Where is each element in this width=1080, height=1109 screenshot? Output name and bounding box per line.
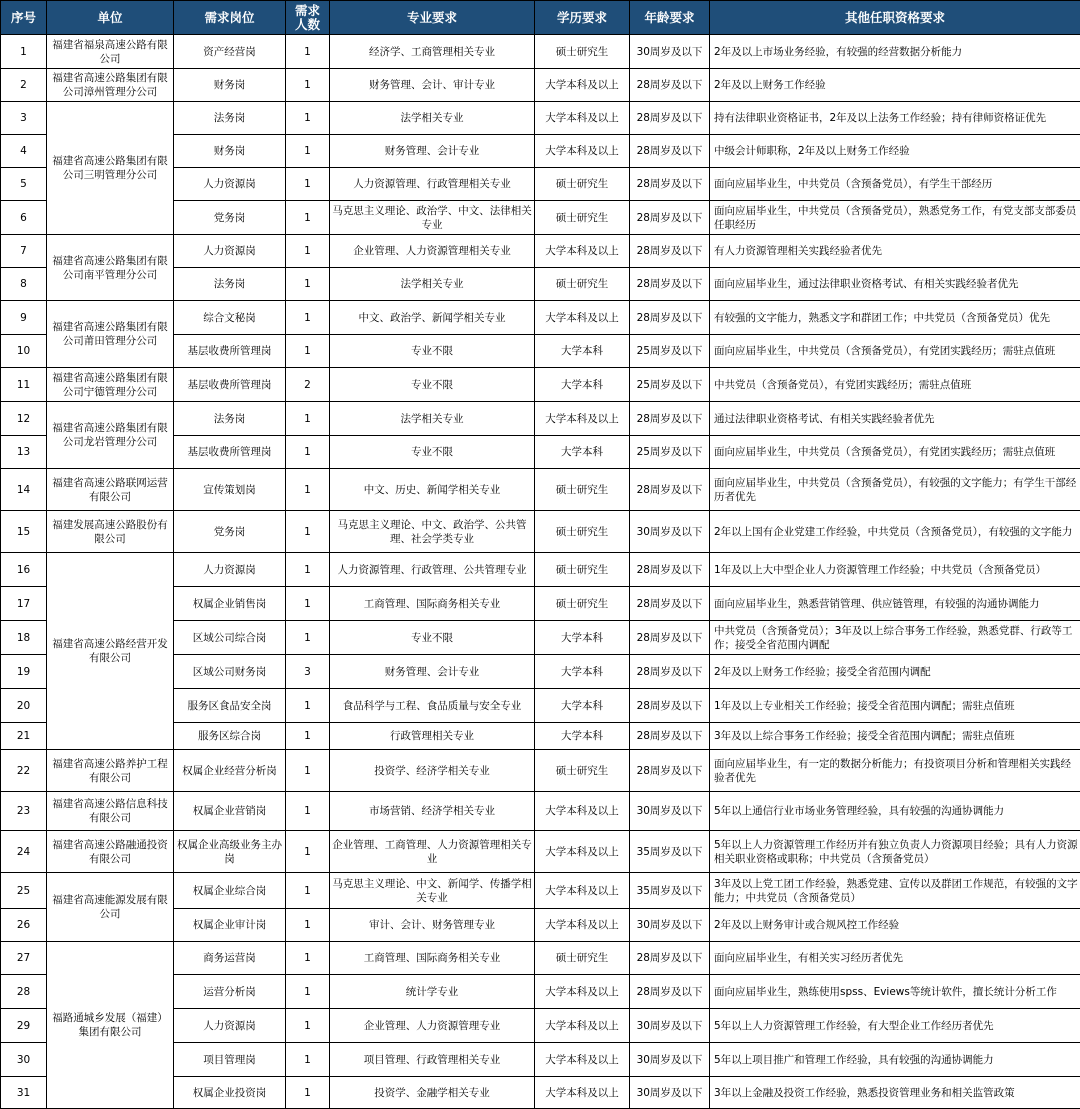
cell-position: 党务岗 — [174, 511, 286, 553]
cell-count: 1 — [286, 102, 330, 135]
table-row — [1, 301, 1080, 335]
cell-major: 审计、会计、财务管理专业 — [330, 909, 535, 942]
cell-position: 权属企业审计岗 — [174, 909, 286, 942]
cell-no: 22 — [1, 750, 47, 792]
cell-position: 区域公司综合岗 — [174, 621, 286, 655]
cell-age: 28周岁及以下 — [630, 723, 710, 750]
cell-major: 企业管理、工商管理、人力资源管理相关专业 — [330, 831, 535, 873]
table-row — [1, 402, 1080, 436]
cell-major: 法学相关专业 — [330, 402, 535, 436]
cell-no: 14 — [1, 469, 47, 511]
cell-major: 统计学专业 — [330, 975, 535, 1009]
table-row — [1, 35, 1080, 69]
table-row — [1, 235, 1080, 268]
cell-other: 面向应届毕业生，中共党员（含预备党员），熟悉党务工作，有党支部支部委员任职经历 — [710, 201, 1080, 235]
cell-other: 5年以上通信行业市场业务管理经验，具有较强的沟通协调能力 — [710, 792, 1080, 831]
cell-education: 大学本科及以上 — [535, 873, 630, 909]
cell-education: 大学本科 — [535, 655, 630, 689]
cell-position: 基层收费所管理岗 — [174, 368, 286, 402]
cell-education: 大学本科 — [535, 368, 630, 402]
cell-major: 专业不限 — [330, 368, 535, 402]
cell-no: 28 — [1, 975, 47, 1009]
cell-other: 通过法律职业资格考试、有相关实践经验者优先 — [710, 402, 1080, 436]
cell-position: 权属企业高级业务主办岗 — [174, 831, 286, 873]
cell-unit: 福建发展高速公路股份有限公司 — [47, 511, 174, 553]
cell-position: 运营分析岗 — [174, 975, 286, 1009]
cell-education: 大学本科 — [535, 689, 630, 723]
cell-no: 9 — [1, 301, 47, 335]
cell-age: 28周岁及以下 — [630, 135, 710, 168]
cell-other: 面向应届毕业生，通过法律职业资格考试、有相关实践经验者优先 — [710, 268, 1080, 301]
cell-no: 31 — [1, 1077, 47, 1109]
cell-no: 6 — [1, 201, 47, 235]
cell-no: 5 — [1, 168, 47, 201]
cell-age: 28周岁及以下 — [630, 201, 710, 235]
cell-major: 马克思主义理论、中文、政治学、公共管理、社会学类专业 — [330, 511, 535, 553]
cell-education: 大学本科及以上 — [535, 301, 630, 335]
table-row — [1, 553, 1080, 587]
table-row — [1, 69, 1080, 102]
cell-education: 硕士研究生 — [535, 201, 630, 235]
cell-age: 28周岁及以下 — [630, 750, 710, 792]
cell-no: 27 — [1, 942, 47, 975]
cell-count: 1 — [286, 942, 330, 975]
header-row — [1, 1, 1080, 35]
cell-count: 1 — [286, 873, 330, 909]
cell-other: 面向应届毕业生，有一定的数据分析能力；有投资项目分析和管理相关实践经验者优先 — [710, 750, 1080, 792]
cell-no: 17 — [1, 587, 47, 621]
cell-no: 8 — [1, 268, 47, 301]
cell-count: 1 — [286, 35, 330, 69]
cell-age: 28周岁及以下 — [630, 268, 710, 301]
cell-age: 28周岁及以下 — [630, 942, 710, 975]
cell-education: 大学本科及以上 — [535, 135, 630, 168]
table-row — [1, 750, 1080, 792]
cell-other: 5年以上项目推广和管理工作经验，具有较强的沟通协调能力 — [710, 1043, 1080, 1077]
cell-major: 工商管理、国际商务相关专业 — [330, 942, 535, 975]
cell-position: 人力资源岗 — [174, 553, 286, 587]
cell-position: 服务区食品安全岗 — [174, 689, 286, 723]
cell-major: 法学相关专业 — [330, 268, 535, 301]
cell-major: 人力资源管理、行政管理相关专业 — [330, 168, 535, 201]
header-unit: 单位 — [47, 1, 174, 35]
cell-count: 1 — [286, 436, 330, 469]
cell-count: 1 — [286, 1009, 330, 1043]
cell-age: 30周岁及以下 — [630, 909, 710, 942]
cell-age: 28周岁及以下 — [630, 975, 710, 1009]
cell-major: 人力资源管理、行政管理、公共管理专业 — [330, 553, 535, 587]
cell-major: 投资学、经济学相关专业 — [330, 750, 535, 792]
cell-education: 硕士研究生 — [535, 469, 630, 511]
cell-count: 1 — [286, 1043, 330, 1077]
cell-education: 硕士研究生 — [535, 35, 630, 69]
cell-education: 大学本科 — [535, 723, 630, 750]
cell-age: 28周岁及以下 — [630, 587, 710, 621]
cell-count: 2 — [286, 368, 330, 402]
cell-count: 1 — [286, 689, 330, 723]
cell-position: 项目管理岗 — [174, 1043, 286, 1077]
cell-other: 面向应届毕业生，中共党员（含预备党员），有学生干部经历 — [710, 168, 1080, 201]
cell-age: 25周岁及以下 — [630, 335, 710, 368]
cell-major: 项目管理、行政管理相关专业 — [330, 1043, 535, 1077]
cell-position: 法务岗 — [174, 268, 286, 301]
cell-age: 28周岁及以下 — [630, 402, 710, 436]
cell-count: 1 — [286, 402, 330, 436]
cell-no: 30 — [1, 1043, 47, 1077]
cell-count: 1 — [286, 301, 330, 335]
cell-count: 1 — [286, 909, 330, 942]
cell-no: 10 — [1, 335, 47, 368]
cell-major: 市场营销、经济学相关专业 — [330, 792, 535, 831]
cell-education: 大学本科及以上 — [535, 1077, 630, 1109]
cell-major: 专业不限 — [330, 335, 535, 368]
cell-no: 16 — [1, 553, 47, 587]
table-row — [1, 368, 1080, 402]
cell-age: 25周岁及以下 — [630, 436, 710, 469]
cell-no: 21 — [1, 723, 47, 750]
cell-unit: 福建省福泉高速公路有限公司 — [47, 35, 174, 69]
cell-count: 1 — [286, 587, 330, 621]
cell-count: 1 — [286, 553, 330, 587]
cell-unit: 福建省高速公路集团有限公司南平管理分公司 — [47, 235, 174, 301]
cell-position: 财务岗 — [174, 69, 286, 102]
cell-major: 投资学、金融学相关专业 — [330, 1077, 535, 1109]
cell-education: 硕士研究生 — [535, 168, 630, 201]
cell-no: 23 — [1, 792, 47, 831]
cell-major: 工商管理、国际商务相关专业 — [330, 587, 535, 621]
cell-position: 区域公司财务岗 — [174, 655, 286, 689]
cell-no: 26 — [1, 909, 47, 942]
cell-other: 有较强的文字能力，熟悉文字和群团工作；中共党员（含预备党员）优先 — [710, 301, 1080, 335]
cell-major: 专业不限 — [330, 621, 535, 655]
cell-count: 1 — [286, 511, 330, 553]
cell-no: 3 — [1, 102, 47, 135]
cell-education: 硕士研究生 — [535, 511, 630, 553]
cell-age: 35周岁及以下 — [630, 831, 710, 873]
cell-no: 13 — [1, 436, 47, 469]
cell-other: 3年及以上综合事务工作经验；接受全省范围内调配；需驻点值班 — [710, 723, 1080, 750]
table-row — [1, 469, 1080, 511]
cell-age: 28周岁及以下 — [630, 553, 710, 587]
cell-age: 28周岁及以下 — [630, 235, 710, 268]
cell-major: 食品科学与工程、食品质量与安全专业 — [330, 689, 535, 723]
cell-education: 大学本科及以上 — [535, 975, 630, 1009]
cell-age: 28周岁及以下 — [630, 621, 710, 655]
table-row — [1, 102, 1080, 135]
cell-other: 面向应届毕业生，有相关实习经历者优先 — [710, 942, 1080, 975]
cell-major: 财务管理、会计、审计专业 — [330, 69, 535, 102]
cell-major: 财务管理、会计专业 — [330, 135, 535, 168]
cell-position: 宣传策划岗 — [174, 469, 286, 511]
cell-age: 28周岁及以下 — [630, 655, 710, 689]
cell-education: 硕士研究生 — [535, 587, 630, 621]
cell-major: 企业管理、人力资源管理相关专业 — [330, 235, 535, 268]
cell-unit: 福建省高速公路集团有限公司漳州管理分公司 — [47, 69, 174, 102]
cell-unit: 福建省高速公路信息科技有限公司 — [47, 792, 174, 831]
cell-position: 人力资源岗 — [174, 168, 286, 201]
cell-education: 大学本科及以上 — [535, 402, 630, 436]
cell-position: 综合文秘岗 — [174, 301, 286, 335]
cell-position: 人力资源岗 — [174, 235, 286, 268]
cell-education: 大学本科及以上 — [535, 1043, 630, 1077]
cell-education: 大学本科 — [535, 436, 630, 469]
cell-count: 1 — [286, 831, 330, 873]
header-no: 序号 — [1, 1, 47, 35]
cell-unit: 福建省高速公路联网运营有限公司 — [47, 469, 174, 511]
cell-no: 15 — [1, 511, 47, 553]
cell-education: 大学本科及以上 — [535, 792, 630, 831]
cell-position: 党务岗 — [174, 201, 286, 235]
cell-age: 28周岁及以下 — [630, 689, 710, 723]
header-major: 专业要求 — [330, 1, 535, 35]
cell-position: 权属企业营销岗 — [174, 792, 286, 831]
cell-no: 20 — [1, 689, 47, 723]
cell-no: 2 — [1, 69, 47, 102]
cell-other: 有人力资源管理相关实践经验者优先 — [710, 235, 1080, 268]
cell-count: 1 — [286, 335, 330, 368]
cell-age: 30周岁及以下 — [630, 1077, 710, 1109]
cell-no: 29 — [1, 1009, 47, 1043]
cell-count: 1 — [286, 621, 330, 655]
header-other: 其他任职资格要求 — [710, 1, 1080, 35]
cell-other: 2年及以上财务工作经验；接受全省范围内调配 — [710, 655, 1080, 689]
cell-other: 持有法律职业资格证书，2年及以上法务工作经验；持有律师资格证优先 — [710, 102, 1080, 135]
cell-unit: 福建省高速公路集团有限公司宁德管理分公司 — [47, 368, 174, 402]
cell-position: 商务运营岗 — [174, 942, 286, 975]
cell-position: 权属企业投资岗 — [174, 1077, 286, 1109]
cell-major: 经济学、工商管理相关专业 — [330, 35, 535, 69]
cell-count: 1 — [286, 235, 330, 268]
cell-age: 30周岁及以下 — [630, 35, 710, 69]
cell-position: 权属企业经营分析岗 — [174, 750, 286, 792]
cell-education: 大学本科及以上 — [535, 909, 630, 942]
cell-age: 28周岁及以下 — [630, 102, 710, 135]
cell-no: 25 — [1, 873, 47, 909]
cell-other: 面向应届毕业生，熟练使用spss、Eviews等统计软件，擅长统计分析工作 — [710, 975, 1080, 1009]
cell-count: 1 — [286, 750, 330, 792]
cell-age: 28周岁及以下 — [630, 469, 710, 511]
cell-education: 大学本科及以上 — [535, 235, 630, 268]
cell-position: 服务区综合岗 — [174, 723, 286, 750]
cell-other: 面向应届毕业生，熟悉营销管理、供应链管理，有较强的沟通协调能力 — [710, 587, 1080, 621]
cell-other: 5年以上人力资源管理工作经历并有独立负责人力资源项目经验；具有人力资源相关职业资格或职称；中共党员（含预备党员） — [710, 831, 1080, 873]
cell-age: 28周岁及以下 — [630, 69, 710, 102]
table-row — [1, 942, 1080, 975]
cell-no: 1 — [1, 35, 47, 69]
cell-unit: 福建省高速公路经营开发有限公司 — [47, 553, 174, 750]
cell-other: 2年及以上财务审计或合规风控工作经验 — [710, 909, 1080, 942]
cell-no: 11 — [1, 368, 47, 402]
cell-other: 中级会计师职称，2年及以上财务工作经验 — [710, 135, 1080, 168]
cell-education: 大学本科及以上 — [535, 69, 630, 102]
cell-count: 1 — [286, 975, 330, 1009]
cell-other: 面向应届毕业生，中共党员（含预备党员），有党团实践经历；需驻点值班 — [710, 436, 1080, 469]
cell-no: 18 — [1, 621, 47, 655]
cell-other: 3年以上金融及投资工作经验，熟悉投资管理业务和相关监管政策 — [710, 1077, 1080, 1109]
cell-major: 企业管理、人力资源管理专业 — [330, 1009, 535, 1043]
cell-age: 35周岁及以下 — [630, 873, 710, 909]
cell-age: 30周岁及以下 — [630, 1009, 710, 1043]
cell-other: 2年及以上财务工作经验 — [710, 69, 1080, 102]
cell-other: 面向应届毕业生，中共党员（含预备党员），有较强的文字能力；有学生干部经历者优先 — [710, 469, 1080, 511]
cell-age: 30周岁及以下 — [630, 792, 710, 831]
cell-major: 财务管理、会计专业 — [330, 655, 535, 689]
cell-other: 5年以上人力资源管理工作经验，有大型企业工作经历者优先 — [710, 1009, 1080, 1043]
cell-count: 1 — [286, 201, 330, 235]
header-education: 学历要求 — [535, 1, 630, 35]
cell-major: 专业不限 — [330, 436, 535, 469]
cell-count: 1 — [286, 1077, 330, 1109]
table-row — [1, 511, 1080, 553]
cell-position: 权属企业综合岗 — [174, 873, 286, 909]
cell-education: 硕士研究生 — [535, 553, 630, 587]
cell-education: 大学本科 — [535, 621, 630, 655]
cell-age: 28周岁及以下 — [630, 301, 710, 335]
cell-unit: 福建省高速公路集团有限公司龙岩管理分公司 — [47, 402, 174, 469]
cell-education: 大学本科及以上 — [535, 1009, 630, 1043]
table-body — [1, 35, 1080, 1109]
cell-other: 1年及以上专业相关工作经验；接受全省范围内调配；需驻点值班 — [710, 689, 1080, 723]
cell-other: 1年及以上大中型企业人力资源管理工作经验；中共党员（含预备党员） — [710, 553, 1080, 587]
cell-no: 12 — [1, 402, 47, 436]
cell-position: 财务岗 — [174, 135, 286, 168]
cell-major: 中文、历史、新闻学相关专业 — [330, 469, 535, 511]
cell-education: 硕士研究生 — [535, 750, 630, 792]
cell-no: 19 — [1, 655, 47, 689]
cell-other: 2年及以上市场业务经验，有较强的经营数据分析能力 — [710, 35, 1080, 69]
cell-unit: 福建省高速公路集团有限公司三明管理分公司 — [47, 102, 174, 235]
cell-major: 中文、政治学、新闻学相关专业 — [330, 301, 535, 335]
cell-position: 基层收费所管理岗 — [174, 335, 286, 368]
cell-major: 法学相关专业 — [330, 102, 535, 135]
cell-other: 中共党员（含预备党员），有党团实践经历；需驻点值班 — [710, 368, 1080, 402]
cell-unit: 福建省高速公路融通投资有限公司 — [47, 831, 174, 873]
cell-age: 30周岁及以下 — [630, 511, 710, 553]
cell-count: 1 — [286, 268, 330, 301]
cell-education: 大学本科及以上 — [535, 102, 630, 135]
cell-count: 1 — [286, 135, 330, 168]
cell-count: 1 — [286, 469, 330, 511]
cell-unit: 福路通城乡发展（福建）集团有限公司 — [47, 942, 174, 1109]
cell-position: 法务岗 — [174, 402, 286, 436]
cell-position: 资产经营岗 — [174, 35, 286, 69]
cell-count: 1 — [286, 792, 330, 831]
cell-no: 4 — [1, 135, 47, 168]
table-row — [1, 831, 1080, 873]
cell-education: 大学本科及以上 — [535, 831, 630, 873]
cell-count: 3 — [286, 655, 330, 689]
header-age: 年龄要求 — [630, 1, 710, 35]
cell-position: 权属企业销售岗 — [174, 587, 286, 621]
cell-count: 1 — [286, 168, 330, 201]
cell-other: 2年以上国有企业党建工作经验，中共党员（含预备党员），有较强的文字能力 — [710, 511, 1080, 553]
cell-unit: 福建省高速公路集团有限公司莆田管理分公司 — [47, 301, 174, 368]
table-row — [1, 792, 1080, 831]
cell-position: 基层收费所管理岗 — [174, 436, 286, 469]
cell-other: 面向应届毕业生，中共党员（含预备党员），有党团实践经历；需驻点值班 — [710, 335, 1080, 368]
cell-age: 28周岁及以下 — [630, 168, 710, 201]
cell-education: 硕士研究生 — [535, 268, 630, 301]
cell-education: 大学本科 — [535, 335, 630, 368]
cell-major: 马克思主义理论、政治学、中文、法律相关专业 — [330, 201, 535, 235]
table-row — [1, 873, 1080, 909]
cell-position: 人力资源岗 — [174, 1009, 286, 1043]
cell-age: 30周岁及以下 — [630, 1043, 710, 1077]
cell-position: 法务岗 — [174, 102, 286, 135]
cell-education: 硕士研究生 — [535, 942, 630, 975]
cell-unit: 福建省高速公路养护工程有限公司 — [47, 750, 174, 792]
cell-other: 中共党员（含预备党员）；3年及以上综合事务工作经验，熟悉党群、行政等工作；接受全省范围内调配 — [710, 621, 1080, 655]
cell-no: 7 — [1, 235, 47, 268]
cell-no: 24 — [1, 831, 47, 873]
cell-major: 行政管理相关专业 — [330, 723, 535, 750]
cell-count: 1 — [286, 723, 330, 750]
cell-other: 3年及以上党工团工作经验，熟悉党建、宣传以及群团工作规范，有较强的文字能力；中共党员（含预备党员） — [710, 873, 1080, 909]
cell-age: 25周岁及以下 — [630, 368, 710, 402]
header-count: 需求人数 — [286, 1, 330, 35]
header-position: 需求岗位 — [174, 1, 286, 35]
cell-major: 马克思主义理论、中文、新闻学、传播学相关专业 — [330, 873, 535, 909]
cell-count: 1 — [286, 69, 330, 102]
cell-unit: 福建省高速能源发展有限公司 — [47, 873, 174, 942]
